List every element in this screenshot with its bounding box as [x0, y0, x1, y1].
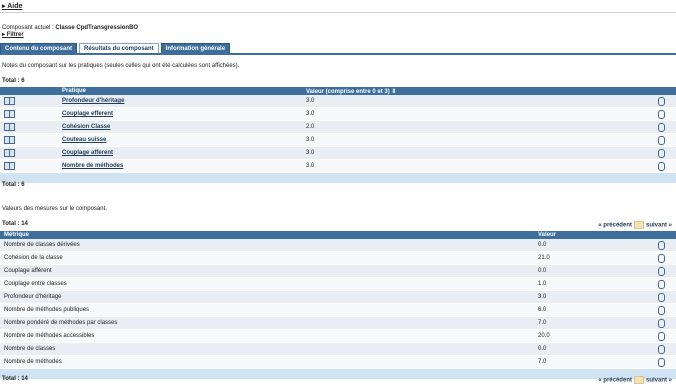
top-divider — [0, 12, 676, 13]
current-name: Classe CpdTransgressionBO — [55, 25, 139, 31]
table-row — [0, 108, 676, 121]
practice-link[interactable]: Couplage afferent — [62, 150, 114, 156]
next-link[interactable]: suivant » — [645, 222, 672, 229]
table-row — [0, 343, 676, 356]
practice-link[interactable]: Nombre de méthodes — [62, 163, 124, 169]
paperclip-icon[interactable] — [658, 280, 665, 289]
metric-name: Nombre pondéré de méthodes par classes — [0, 317, 534, 330]
metric-value: 7.0 — [534, 317, 654, 330]
practices-table — [0, 87, 676, 184]
next-link[interactable]: suivant » — [645, 377, 672, 384]
tab-underline — [0, 53, 676, 55]
book-icon[interactable] — [4, 136, 15, 144]
paperclip-icon[interactable] — [658, 254, 665, 263]
metric-name: Profondeur d'héritage — [0, 291, 534, 304]
filter-label[interactable]: Filtrer — [6, 32, 24, 38]
paperclip-icon[interactable] — [658, 162, 665, 171]
table-row — [0, 330, 676, 343]
metrics-pager-top — [598, 221, 672, 229]
paperclip-icon[interactable] — [658, 110, 665, 119]
book-icon[interactable] — [4, 149, 15, 157]
practice-link[interactable]: Cohésion Classe — [62, 124, 111, 130]
metric-value: 3.0 — [534, 291, 654, 304]
paperclip-icon[interactable] — [658, 319, 665, 328]
table-row — [0, 121, 676, 134]
table-row — [0, 317, 676, 330]
table-row — [0, 95, 676, 108]
practices-description: Notes du composant sur les pratiques (seules celles qui ont été calculées sont affichées). — [2, 63, 240, 69]
metric-value: 7.0 — [534, 356, 654, 369]
page-indicator — [634, 221, 644, 229]
previous-link[interactable]: « précédent — [598, 377, 632, 384]
metric-value: 1.0 — [534, 278, 654, 291]
practice-value: 3.0 — [302, 134, 654, 147]
practice-value: 2.0 — [302, 121, 654, 134]
previous-link[interactable]: « précédent — [598, 222, 632, 229]
table-row — [0, 356, 676, 369]
current-prefix: Composant actuel : — [2, 25, 54, 31]
tab-general-info[interactable]: Information générale — [161, 43, 230, 55]
help-link[interactable]: ▸ Aide — [2, 3, 23, 10]
metrics-header-value[interactable]: Valeur — [534, 231, 654, 239]
practice-value: 3.0 — [302, 147, 654, 160]
table-row — [0, 252, 676, 265]
practice-link[interactable]: Couplage efferent — [62, 111, 114, 117]
practices-header-row — [0, 87, 676, 95]
paperclip-icon[interactable] — [658, 136, 665, 145]
practices-header-practice[interactable]: Pratique — [58, 87, 302, 95]
book-icon[interactable] — [4, 162, 15, 170]
paperclip-icon[interactable] — [658, 267, 665, 276]
practices-header-value[interactable]: Valeur (comprise entre 0 et 3) ⇕ — [302, 87, 654, 95]
practices-header-action — [654, 87, 676, 95]
table-row — [0, 265, 676, 278]
table-row — [0, 160, 676, 173]
paperclip-icon[interactable] — [658, 123, 665, 132]
tab-results[interactable]: Résultats du composant — [79, 43, 159, 55]
paperclip-icon[interactable] — [658, 345, 665, 354]
metric-value: 0.0 — [534, 343, 654, 356]
metric-name: Nombre de méthodes accessibles — [0, 330, 534, 343]
table-row — [0, 291, 676, 304]
metrics-header-action — [654, 231, 676, 239]
practice-link[interactable]: Couteau suisse — [62, 137, 107, 143]
paperclip-icon[interactable] — [658, 293, 665, 302]
metrics-pager-bottom — [598, 376, 672, 384]
paperclip-icon[interactable] — [658, 97, 665, 106]
practice-value: 3.0 — [302, 95, 654, 108]
metrics-header-row — [0, 231, 676, 239]
practices-total-bottom: Total : 6 — [2, 182, 25, 188]
metric-value: 21.0 — [534, 252, 654, 265]
paperclip-icon[interactable] — [658, 241, 665, 250]
book-icon[interactable] — [4, 123, 15, 131]
table-row — [0, 147, 676, 160]
metric-name: Couplage entre classes — [0, 278, 534, 291]
tab-content[interactable]: Contenu du composant — [0, 43, 77, 55]
table-row — [0, 278, 676, 291]
metrics-total-bottom: Total : 14 — [2, 376, 28, 382]
paperclip-icon[interactable] — [658, 149, 665, 158]
metric-value: 0.0 — [534, 265, 654, 278]
metrics-header-metric[interactable]: Métrique — [0, 231, 534, 239]
metric-name: Nombre de méthodes publiques — [0, 304, 534, 317]
filter-link[interactable]: ▸ Filtrer — [2, 32, 24, 38]
metric-name: Nombre de classes dérivées — [0, 239, 534, 252]
practice-link[interactable]: Profondeur d'héritage — [62, 98, 125, 104]
metric-name: Nombre de classes — [0, 343, 534, 356]
metrics-table — [0, 231, 676, 380]
practices-footer-row — [0, 173, 676, 184]
practice-value: 3.0 — [302, 160, 654, 173]
metrics-footer-row — [0, 369, 676, 380]
table-row — [0, 304, 676, 317]
metric-name: Cohésion de la classe — [0, 252, 534, 265]
paperclip-icon[interactable] — [658, 332, 665, 341]
paperclip-icon[interactable] — [658, 358, 665, 367]
metric-value: 20.0 — [534, 330, 654, 343]
book-icon[interactable] — [4, 110, 15, 118]
practices-total-top: Total : 6 — [2, 78, 25, 84]
metrics-total-top: Total : 14 — [2, 221, 28, 227]
book-icon[interactable] — [4, 97, 15, 105]
practices-header-icon — [0, 87, 58, 95]
help-label[interactable]: Aide — [7, 3, 23, 10]
metric-name: Nombre de méthodes — [0, 356, 534, 369]
page-indicator — [634, 376, 644, 384]
paperclip-icon[interactable] — [658, 306, 665, 315]
table-row — [0, 239, 676, 252]
metric-value: 6.0 — [534, 304, 654, 317]
metric-name: Couplage afférent — [0, 265, 534, 278]
metrics-description: Valeurs des mesures sur le composant. — [2, 206, 107, 212]
practice-value: 3.0 — [302, 108, 654, 121]
table-row — [0, 134, 676, 147]
metric-value: 0.0 — [534, 239, 654, 252]
